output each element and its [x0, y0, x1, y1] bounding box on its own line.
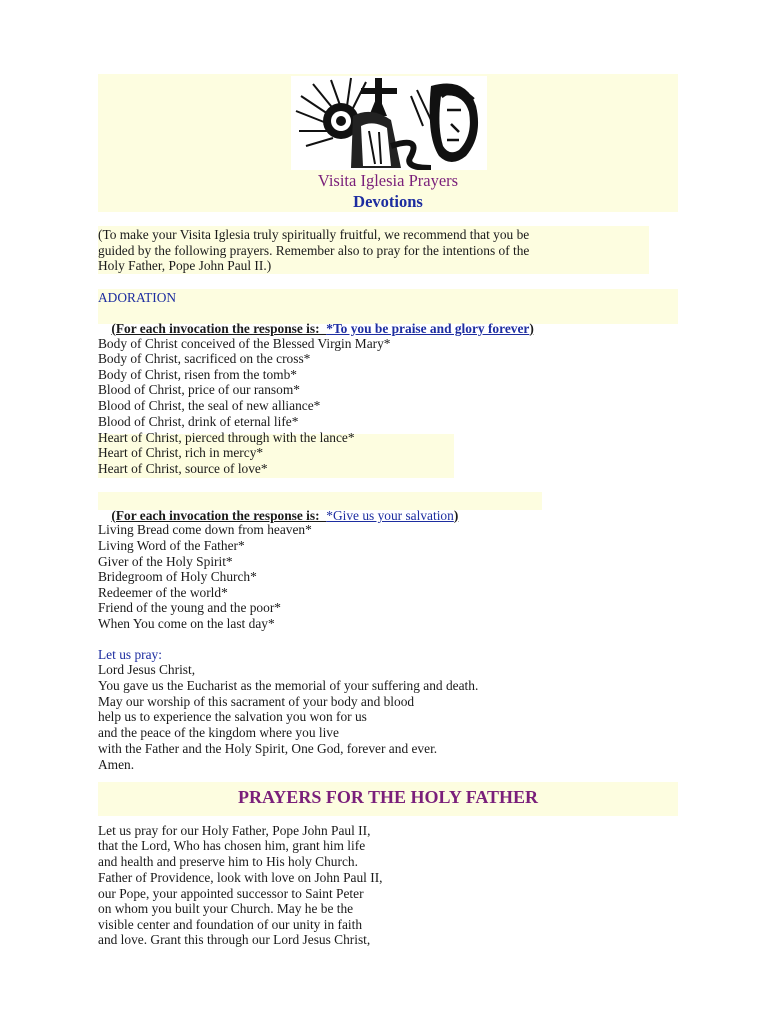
page-title: Visita Iglesia Prayers — [317, 171, 459, 190]
invocation: Heart of Christ, pierced through with the lance* — [98, 430, 355, 445]
response-prefix-1: (For each invocation the response is: — [111, 320, 327, 336]
prayer-line: and the peace of the kingdom where you live — [98, 725, 339, 740]
intro-line-3: Holy Father, Pope John Paul II.) — [98, 258, 272, 273]
holy-father-line: visible center and foundation of our unity in faith — [98, 917, 363, 932]
prayer-line: help us to experience the salvation you won for us — [98, 709, 367, 724]
invocation: Body of Christ conceived of the Blessed Virgin Mary* — [98, 336, 391, 351]
invocation: Bridegroom of Holy Church* — [98, 569, 257, 584]
page-subtitle: Devotions — [353, 192, 423, 211]
response-suffix-2: ) — [453, 507, 459, 523]
invocation: Blood of Christ, drink of eternal life* — [98, 414, 299, 429]
invocation: Body of Christ, sacrificed on the cross* — [98, 351, 311, 366]
invocation: Body of Christ, risen from the tomb* — [98, 367, 297, 382]
prayer-line: May our worship of this sacrament of your body and blood — [98, 694, 415, 709]
invocation: Living Word of the Father* — [98, 538, 245, 553]
intro-line-2: guided by the following prayers. Remember also to pray for the intentions of the — [98, 243, 530, 258]
invocation: Living Bread come down from heaven* — [98, 522, 312, 537]
crucifix-illustration-icon — [291, 76, 487, 170]
adoration-heading: ADORATION — [98, 290, 177, 305]
response-suffix-1: ) — [529, 320, 534, 336]
prayer-line: You gave us the Eucharist as the memorial of your suffering and death. — [98, 678, 479, 693]
holy-father-line: on whom you built your Church. May he be the — [98, 901, 354, 916]
holy-father-line: that the Lord, Who has chosen him, grant him life — [98, 838, 366, 853]
response-prefix-2: (For each invocation the response is: — [111, 507, 327, 523]
holy-father-line: Father of Providence, look with love on John Paul II, — [98, 870, 383, 885]
invocation: Redeemer of the world* — [98, 585, 228, 600]
invocation: Blood of Christ, the seal of new alliance* — [98, 398, 321, 413]
invocation: Blood of Christ, price of our ransom* — [98, 382, 300, 397]
response-text-1: *To you be praise and glory forever — [326, 320, 530, 336]
intro-line-1: (To make your Visita Iglesia truly spiritually fruitful, we recommend that you be — [98, 227, 530, 242]
holy-father-line: and love. Grant this through our Lord Jesus Christ, — [98, 932, 371, 947]
invocation: Heart of Christ, source of love* — [98, 461, 268, 476]
invocation: Friend of the young and the poor* — [98, 600, 281, 615]
invocation: Giver of the Holy Spirit* — [98, 554, 233, 569]
prayer-line: Amen. — [98, 757, 135, 772]
invocation: When You come on the last day* — [98, 616, 275, 631]
prayer-line: with the Father and the Holy Spirit, One God, forever and ever. — [98, 741, 438, 756]
let-us-pray-label: Let us pray: — [98, 647, 162, 662]
holy-father-line: our Pope, your appointed successor to Saint Peter — [98, 886, 364, 901]
holy-father-heading: PRAYERS FOR THE HOLY FATHER — [237, 787, 539, 807]
holy-father-line: Let us pray for our Holy Father, Pope John Paul II, — [98, 823, 371, 838]
invocation: Heart of Christ, rich in mercy* — [98, 445, 264, 460]
devotional-image — [291, 76, 487, 170]
holy-father-line: and health and preserve him to His holy Church. — [98, 854, 358, 869]
prayer-line: Lord Jesus Christ, — [98, 662, 196, 677]
response-text-2: *Give us your salvation — [326, 507, 454, 523]
